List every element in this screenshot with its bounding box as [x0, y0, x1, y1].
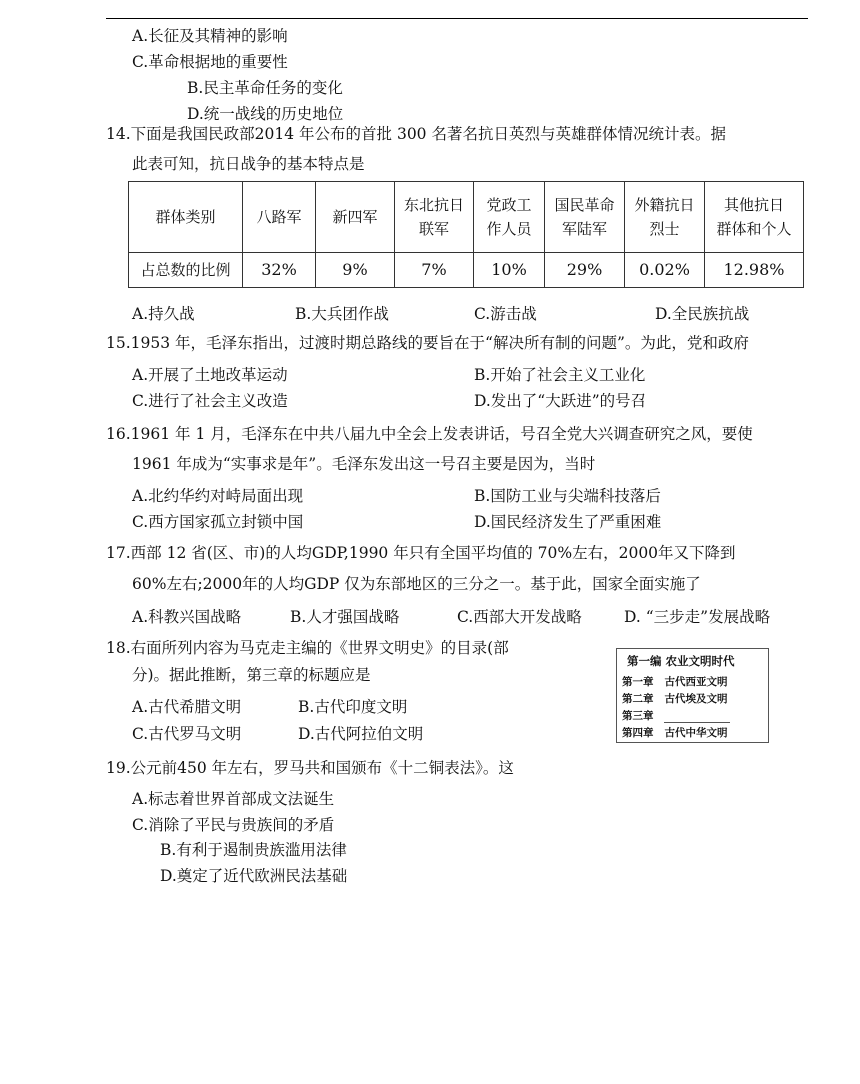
header-cell-northeast-army: 东北抗日 联军 [395, 182, 474, 253]
value-cell: 32% [243, 253, 316, 288]
q14-option-d[interactable]: D.全民族抗战 [655, 305, 750, 323]
toc-chapter-1: 第一章 古代西亚文明 [622, 676, 728, 688]
q13-option-b[interactable]: B.民主革命任务的变化 [187, 79, 343, 97]
header-cell-new-fourth-army: 新四军 [316, 182, 395, 253]
header-cell-party-staff: 党政工 作人员 [474, 182, 545, 253]
q17-option-b[interactable]: B.人才强国战略 [290, 608, 400, 626]
toc-chapter-3: 第三章 [622, 708, 730, 723]
q16-option-b[interactable]: B.国防工业与尖端科技落后 [474, 487, 661, 505]
q18-stem-line2: 分)。据此推断，第三章的标题应是 [132, 666, 371, 684]
header-rule [106, 18, 808, 19]
header-cell-category: 群体类别 [129, 182, 243, 253]
q13-option-d[interactable]: D.统一战线的历史地位 [187, 105, 344, 123]
q19-option-b[interactable]: B.有利于遏制贵族滥用法律 [160, 841, 347, 859]
q14-stem-line2: 此表可知，抗日战争的基本特点是 [132, 155, 365, 173]
q14-stem-line1: 14.下面是我国民政部2014 年公布的首批 300 名著名抗日英烈与英雄群体情况统计表。据 [106, 125, 726, 143]
toc-blank-line [664, 712, 730, 723]
q14-option-b[interactable]: B.大兵团作战 [295, 305, 389, 323]
q18-stem-line1: 18.右面所列内容为马克走主编的《世界文明史》的目录(部 [106, 639, 509, 657]
value-cell: 7% [395, 253, 474, 288]
table-header-row [129, 182, 804, 253]
header-cell-national-army: 国民革命 军陆军 [545, 182, 625, 253]
q17-option-a[interactable]: A.科教兴国战略 [132, 608, 242, 626]
header-cell-foreign-martyrs: 外籍抗日 烈士 [625, 182, 705, 253]
q17-option-d[interactable]: D. “三步走”发展战略 [624, 608, 771, 626]
q13-option-a[interactable]: A.长征及其精神的影响 [132, 27, 288, 45]
toc-heading: 第一编 农业文明时代 [627, 654, 735, 668]
q15-stem: 15.1953 年，毛泽东指出，过渡时期总路线的要旨在于“解决所有制的问题”。为此，党和政府 [106, 334, 749, 352]
q16-option-d[interactable]: D.国民经济发生了严重困难 [474, 513, 662, 531]
q16-option-c[interactable]: C.西方国家孤立封锁中国 [132, 513, 304, 531]
value-cell: 12.98% [705, 253, 804, 288]
header-cell-others: 其他抗日 群体和个人 [705, 182, 804, 253]
q17-stem-line1: 17.西部 12 省(区、市)的人均GDP,1990 年只有全国平均值的 70%左右，2000年又下降到 [106, 544, 736, 562]
q19-option-d[interactable]: D.奠定了近代欧洲民法基础 [160, 867, 348, 885]
q14-option-c[interactable]: C.游击战 [474, 305, 537, 323]
q17-option-c[interactable]: C.西部大开发战略 [457, 608, 582, 626]
value-cell: 0.02% [625, 253, 705, 288]
q15-option-a[interactable]: A.开展了土地改革运动 [132, 366, 288, 384]
q19-option-c[interactable]: C.消除了平民与贵族间的矛盾 [132, 816, 335, 834]
q16-option-a[interactable]: A.北约华约对峙局面出现 [132, 487, 304, 505]
q15-option-c[interactable]: C.进行了社会主义改造 [132, 392, 288, 410]
q18-option-b[interactable]: B.古代印度文明 [298, 698, 408, 716]
q13-option-c[interactable]: C.革命根据地的重要性 [132, 53, 288, 71]
q15-option-d[interactable]: D.发出了“大跃进”的号召 [474, 392, 647, 410]
q16-stem-line2: 1961 年成为“实事求是年”。毛泽东发出这一号召主要是因为，当时 [132, 455, 596, 473]
q18-option-d[interactable]: D.古代阿拉伯文明 [298, 725, 424, 743]
q19-stem: 19.公元前450 年左右，罗马共和国颁布《十二铜表法》。这 [106, 759, 514, 777]
q18-option-c[interactable]: C.古代罗马文明 [132, 725, 242, 743]
toc-chapter-2: 第二章 古代埃及文明 [622, 693, 728, 705]
value-cell: 29% [545, 253, 625, 288]
table-value-row [129, 253, 804, 288]
value-cell: 10% [474, 253, 545, 288]
q19-option-a[interactable]: A.标志着世界首部成文法诞生 [132, 790, 335, 808]
q17-stem-line2: 60%左右;2000年的人均GDP 仅为东部地区的三分之一。基于此，国家全面实施了 [132, 575, 701, 593]
header-cell-eighth-route-army: 八路军 [243, 182, 316, 253]
q14-statistics-table [128, 181, 804, 288]
q14-option-a[interactable]: A.持久战 [132, 305, 195, 323]
value-cell: 9% [316, 253, 395, 288]
q15-option-b[interactable]: B.开始了社会主义工业化 [474, 366, 646, 384]
q18-table-of-contents [616, 648, 769, 743]
toc-chapter-4: 第四章 古代中华文明 [622, 727, 728, 739]
q16-stem-line1: 16.1961 年 1 月，毛泽东在中共八届九中全会上发表讲话，号召全党大兴调查研究之风，要使 [106, 425, 753, 443]
q18-option-a[interactable]: A.古代希腊文明 [132, 698, 242, 716]
row-label-cell: 占总数的比例 [129, 253, 243, 288]
